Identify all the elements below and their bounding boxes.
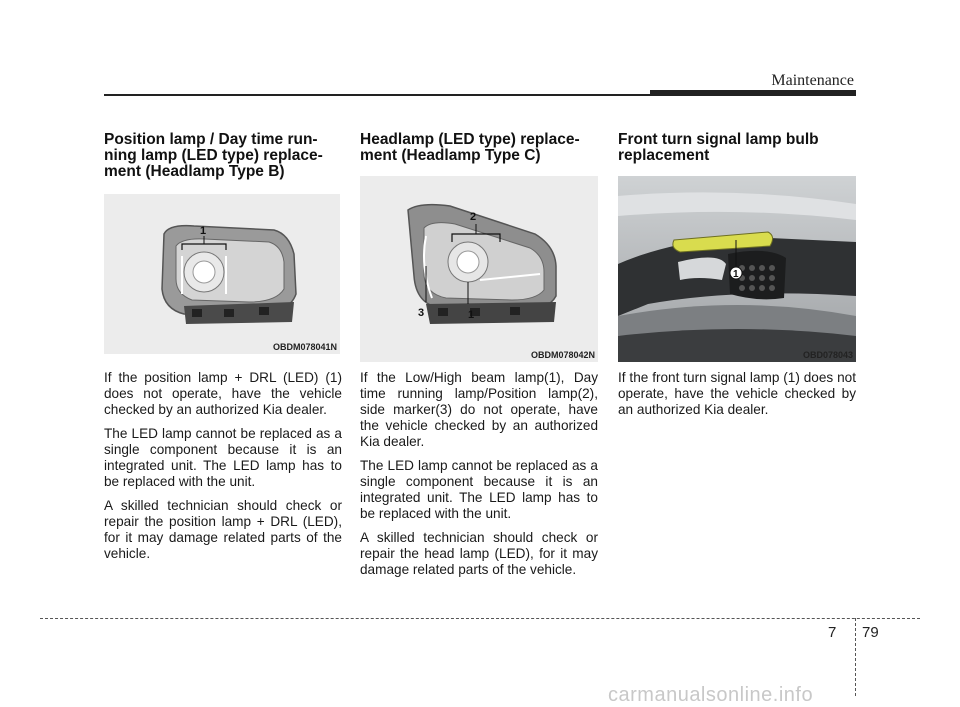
figure-turn-signal — [618, 176, 856, 362]
paragraph: The LED lamp cannot be replaced as a single component because it is an integrated unit. The LED lamp has to be replaced with the unit. — [104, 426, 342, 489]
body-headlamp-led — [360, 370, 598, 586]
bumper-illustration — [618, 176, 856, 362]
column-turn-signal — [618, 132, 856, 164]
header-rule — [104, 94, 650, 96]
column-position-lamp — [104, 132, 342, 180]
paragraph: If the Low/High beam lamp(1), Day time running lamp/Position lamp(2), side marker(3) do not operate, have the vehicle checked by an authorized Kia dealer. — [360, 370, 598, 449]
chapter-number: 7 — [828, 624, 837, 641]
body-position-lamp — [104, 370, 342, 570]
page-number: 79 — [862, 624, 879, 641]
callout-1: 1 — [733, 269, 739, 280]
header-rule-accent — [650, 90, 856, 96]
figure-code: OBDM078042N — [530, 350, 595, 360]
callout-2: 2 — [470, 211, 477, 223]
paragraph: A skilled technician should check or repair the position lamp + DRL (LED), for it may damage related parts of the vehicle. — [104, 498, 342, 561]
figure-code: OBDM078041N — [272, 342, 337, 352]
callout-1: 1 — [468, 309, 475, 321]
callout-1: 1 — [200, 225, 207, 237]
paragraph: If the front turn signal lamp (1) does not operate, have the vehicle checked by an authorized Kia dealer. — [618, 370, 856, 417]
footer-rule — [40, 618, 920, 619]
headlamp-b-illustration — [104, 194, 340, 354]
paragraph: A skilled technician should check or repair the head lamp (LED), for it may damage related parts of the vehicle. — [360, 530, 598, 577]
heading-position-lamp: Position lamp / Day time run- ning lamp (LED type) replace- ment (Headlamp Type B) — [104, 131, 323, 180]
watermark: carmanualsonline.info — [608, 684, 814, 706]
heading-headlamp-led: Headlamp (LED type) replace- ment (Headlamp Type C) — [360, 131, 580, 164]
callout-3: 3 — [418, 307, 425, 319]
body-turn-signal — [618, 370, 856, 426]
figure-headlamp-type-c — [360, 176, 598, 362]
footer-divider — [855, 618, 856, 696]
heading-turn-signal: Front turn signal lamp bulb replacement — [618, 131, 819, 164]
section-title: Maintenance — [771, 72, 854, 89]
figure-headlamp-type-b — [104, 194, 340, 354]
paragraph: If the position lamp + DRL (LED) (1) does not operate, have the vehicle checked by an authorized Kia dealer. — [104, 370, 342, 417]
column-headlamp-led — [360, 132, 598, 164]
figure-code: OBD078043 — [802, 350, 853, 360]
paragraph: The LED lamp cannot be replaced as a single component because it is an integrated unit. The LED lamp has to be replaced with the unit. — [360, 458, 598, 521]
headlamp-c-illustration — [360, 176, 598, 362]
